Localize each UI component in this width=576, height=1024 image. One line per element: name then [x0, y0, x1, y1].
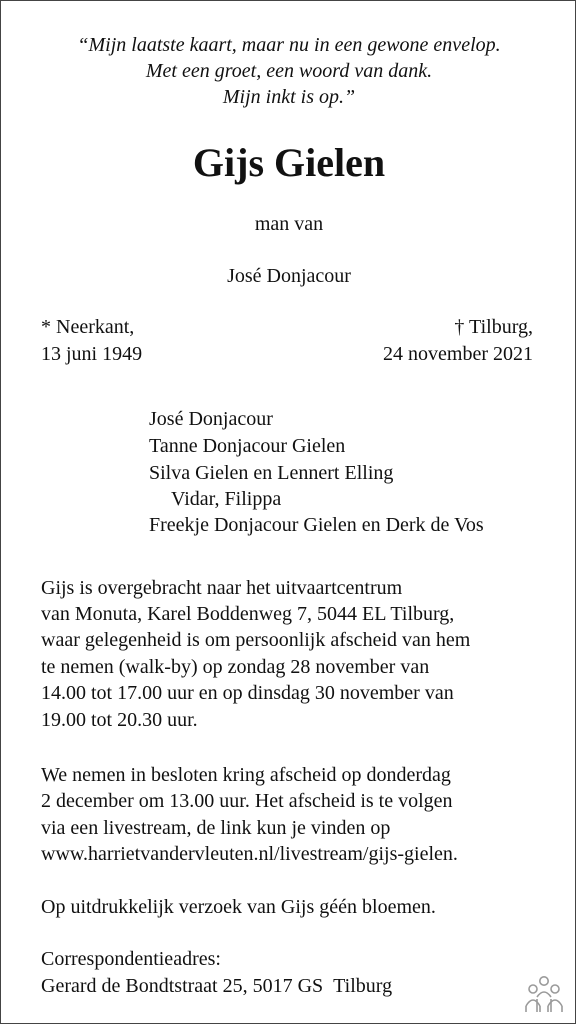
paragraph-line: 2 december om 13.00 uur. Het afscheid is te volgen	[41, 790, 453, 812]
paragraph-line: 14.00 tot 17.00 uur en op dinsdag 30 november van	[41, 682, 454, 704]
spouse-name: José Donjacour	[227, 265, 351, 287]
family-member-grandchildren: Vidar, Filippa	[171, 488, 282, 510]
quote-line-2: Met een groet, een woord van dank.	[145, 60, 433, 82]
people-group-icon	[523, 975, 565, 1015]
paragraph-line: via een livestream, de link kun je vinden op	[41, 817, 391, 839]
family-member: Freekje Donjacour Gielen en Derk de Vos	[149, 514, 484, 536]
correspondence-label: Correspondentieadres:	[41, 948, 221, 970]
family-member: Silva Gielen en Lennert Elling	[149, 462, 394, 484]
birth-date: 13 juni 1949	[41, 343, 143, 365]
paragraph-line: te nemen (walk-by) op zondag 28 november van	[41, 656, 430, 678]
paragraph-line: waar gelegenheid is om persoonlijk afscheid van hem	[41, 629, 471, 651]
paragraph-line: van Monuta, Karel Boddenweg 7, 5044 EL Tilburg,	[41, 603, 455, 625]
family-member: Tanne Donjacour Gielen	[149, 435, 346, 457]
quote-line-1: “Mijn laatste kaart, maar nu in een gewone envelop.	[77, 34, 501, 56]
livestream-link: www.harrietvandervleuten.nl/livestream/gijs-gielen.	[41, 843, 458, 865]
death-place: † Tilburg,	[454, 316, 533, 338]
relation-label: man van	[254, 213, 324, 235]
birth-place: * Neerkant,	[41, 316, 135, 338]
quote-line-3: Mijn inkt is op.”	[222, 86, 356, 108]
no-flowers-note: Op uitdrukkelijk verzoek van Gijs géén bloemen.	[41, 896, 436, 918]
paragraph-line: We nemen in besloten kring afscheid op donderdag	[41, 764, 451, 786]
paragraph-line: 19.00 tot 20.30 uur.	[41, 709, 198, 731]
deceased-name: Gijs Gielen	[192, 140, 386, 185]
correspondence-address: Gerard de Bondtstraat 25, 5017 GS Tilburg	[41, 975, 393, 997]
death-date: 24 november 2021	[383, 343, 533, 365]
paragraph-line: Gijs is overgebracht naar het uitvaartcentrum	[41, 577, 403, 599]
family-member: José Donjacour	[149, 408, 273, 430]
